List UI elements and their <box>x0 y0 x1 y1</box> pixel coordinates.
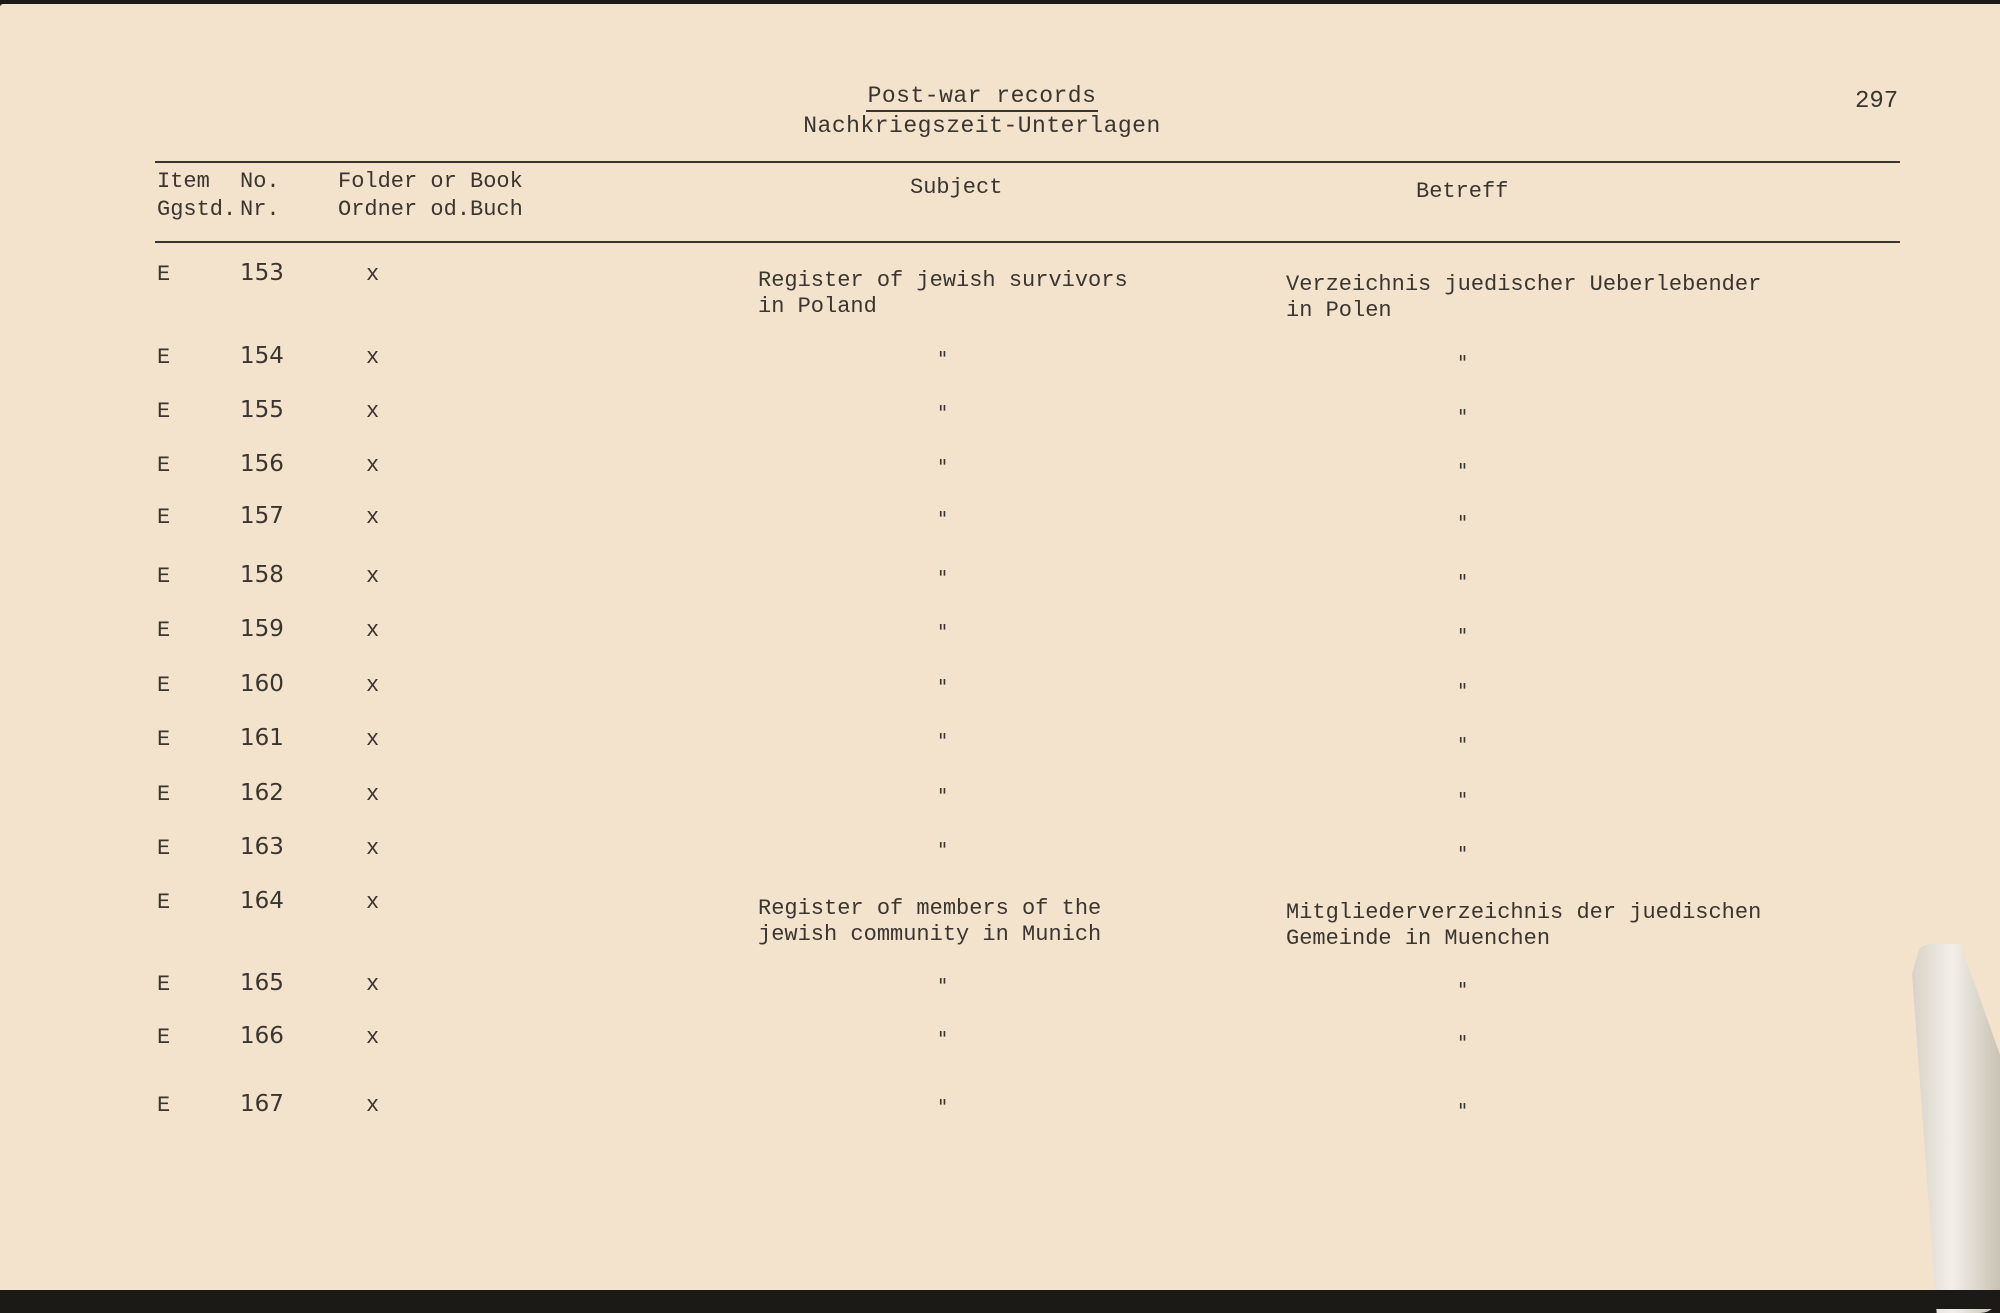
row-number: 158 <box>240 562 284 588</box>
row-number: 160 <box>240 671 284 697</box>
row-betreff-ditto: " <box>1458 733 1468 757</box>
row-item-code: E <box>157 727 171 752</box>
row-folder-mark: x <box>366 453 380 478</box>
row-folder-mark: x <box>366 262 380 287</box>
row-folder-mark: x <box>366 727 380 752</box>
folder-label-en: Folder or Book <box>338 169 523 194</box>
row-subject-line2: in Poland <box>758 294 877 319</box>
row-subject-ditto: " <box>938 455 948 479</box>
row-item-code: E <box>157 505 171 530</box>
row-number: 164 <box>240 888 284 914</box>
row-item-code: E <box>157 1025 171 1050</box>
row-folder-mark: x <box>366 1093 380 1118</box>
row-subject-line1: Register of jewish survivors <box>758 268 1128 293</box>
row-betreff-ditto: " <box>1458 978 1468 1002</box>
row-betreff-line2: Gemeinde in Muenchen <box>1286 926 1551 951</box>
row-betreff-ditto: " <box>1458 570 1468 594</box>
row-folder-mark: x <box>366 890 380 915</box>
item-label-de: Ggstd. <box>157 197 237 222</box>
row-subject-ditto: " <box>938 507 948 531</box>
row-item-code: E <box>157 453 171 478</box>
page-number: 297 <box>1855 88 1899 115</box>
row-subject-ditto: " <box>938 566 948 590</box>
row-item-code: E <box>157 262 171 287</box>
row-number: 155 <box>240 397 284 423</box>
number-label-de: Nr. <box>240 197 280 222</box>
row-folder-mark: x <box>366 618 380 643</box>
column-header-betreff: Betreff <box>1416 179 1509 204</box>
row-number: 163 <box>240 834 284 860</box>
row-item-code: E <box>157 345 171 370</box>
row-number: 161 <box>240 725 284 751</box>
header-top-rule <box>155 161 1900 163</box>
row-folder-mark: x <box>366 1025 380 1050</box>
row-folder-mark: x <box>366 673 380 698</box>
row-folder-mark: x <box>366 836 380 861</box>
row-item-code: E <box>157 673 171 698</box>
row-item-code: E <box>157 1093 171 1118</box>
row-betreff-ditto: " <box>1458 1031 1468 1055</box>
binder-clip <box>1912 944 2000 1313</box>
row-item-code: E <box>157 564 171 589</box>
row-item-code: E <box>157 399 171 424</box>
row-item-code: E <box>157 890 171 915</box>
folder-label-de: Ordner od.Buch <box>338 197 523 222</box>
row-betreff-ditto: " <box>1458 624 1468 648</box>
row-betreff-line1: Mitgliederverzeichnis der juedischen <box>1286 900 1762 925</box>
row-betreff-ditto: " <box>1458 351 1468 375</box>
row-subject-ditto: " <box>938 838 948 862</box>
row-subject-ditto: " <box>938 401 948 425</box>
row-betreff-line1: Verzeichnis juedischer Ueberlebender <box>1286 272 1762 297</box>
column-header-folder <box>338 168 523 224</box>
row-betreff-ditto: " <box>1458 1099 1468 1123</box>
row-number: 159 <box>240 616 284 642</box>
item-label-en: Item <box>157 169 210 194</box>
row-betreff-ditto: " <box>1458 679 1468 703</box>
row-item-code: E <box>157 618 171 643</box>
title-german: Nachkriegszeit-Unterlagen <box>803 113 1161 139</box>
row-subject-ditto: " <box>938 1095 948 1119</box>
row-item-code: E <box>157 836 171 861</box>
row-number: 166 <box>240 1023 284 1049</box>
number-label-en: No. <box>240 169 280 194</box>
row-folder-mark: x <box>366 564 380 589</box>
row-subject-ditto: " <box>938 675 948 699</box>
column-header-number <box>240 168 280 224</box>
row-folder-mark: x <box>366 782 380 807</box>
row-subject-ditto: " <box>938 729 948 753</box>
row-folder-mark: x <box>366 972 380 997</box>
row-subject-line1: Register of members of the <box>758 896 1102 921</box>
row-betreff-ditto: " <box>1458 842 1468 866</box>
page-title <box>797 82 1167 140</box>
row-betreff-ditto: " <box>1458 511 1468 535</box>
row-subject-ditto: " <box>938 1027 948 1051</box>
row-number: 165 <box>240 970 284 996</box>
column-header-subject: Subject <box>910 175 1003 200</box>
row-number: 167 <box>240 1091 284 1117</box>
row-folder-mark: x <box>366 505 380 530</box>
row-betreff-line2: in Polen <box>1286 298 1392 323</box>
row-item-code: E <box>157 782 171 807</box>
row-item-code: E <box>157 972 171 997</box>
bottom-edge-shadow <box>0 1290 2000 1309</box>
row-number: 153 <box>240 260 284 286</box>
row-betreff-ditto: " <box>1458 459 1468 483</box>
row-number: 162 <box>240 780 284 806</box>
row-subject-ditto: " <box>938 974 948 998</box>
document-page <box>0 4 2000 1300</box>
row-folder-mark: x <box>366 345 380 370</box>
title-english: Post-war records <box>866 82 1099 112</box>
row-betreff-ditto: " <box>1458 405 1468 429</box>
header-bottom-rule <box>155 241 1900 243</box>
row-subject-line2: jewish community in Munich <box>758 922 1102 947</box>
row-number: 154 <box>240 343 284 369</box>
row-subject-ditto: " <box>938 620 948 644</box>
row-subject-ditto: " <box>938 347 948 371</box>
row-number: 157 <box>240 503 284 529</box>
row-folder-mark: x <box>366 399 380 424</box>
column-header-item <box>157 168 236 224</box>
row-betreff-ditto: " <box>1458 788 1468 812</box>
row-subject-ditto: " <box>938 784 948 808</box>
row-number: 156 <box>240 451 284 477</box>
